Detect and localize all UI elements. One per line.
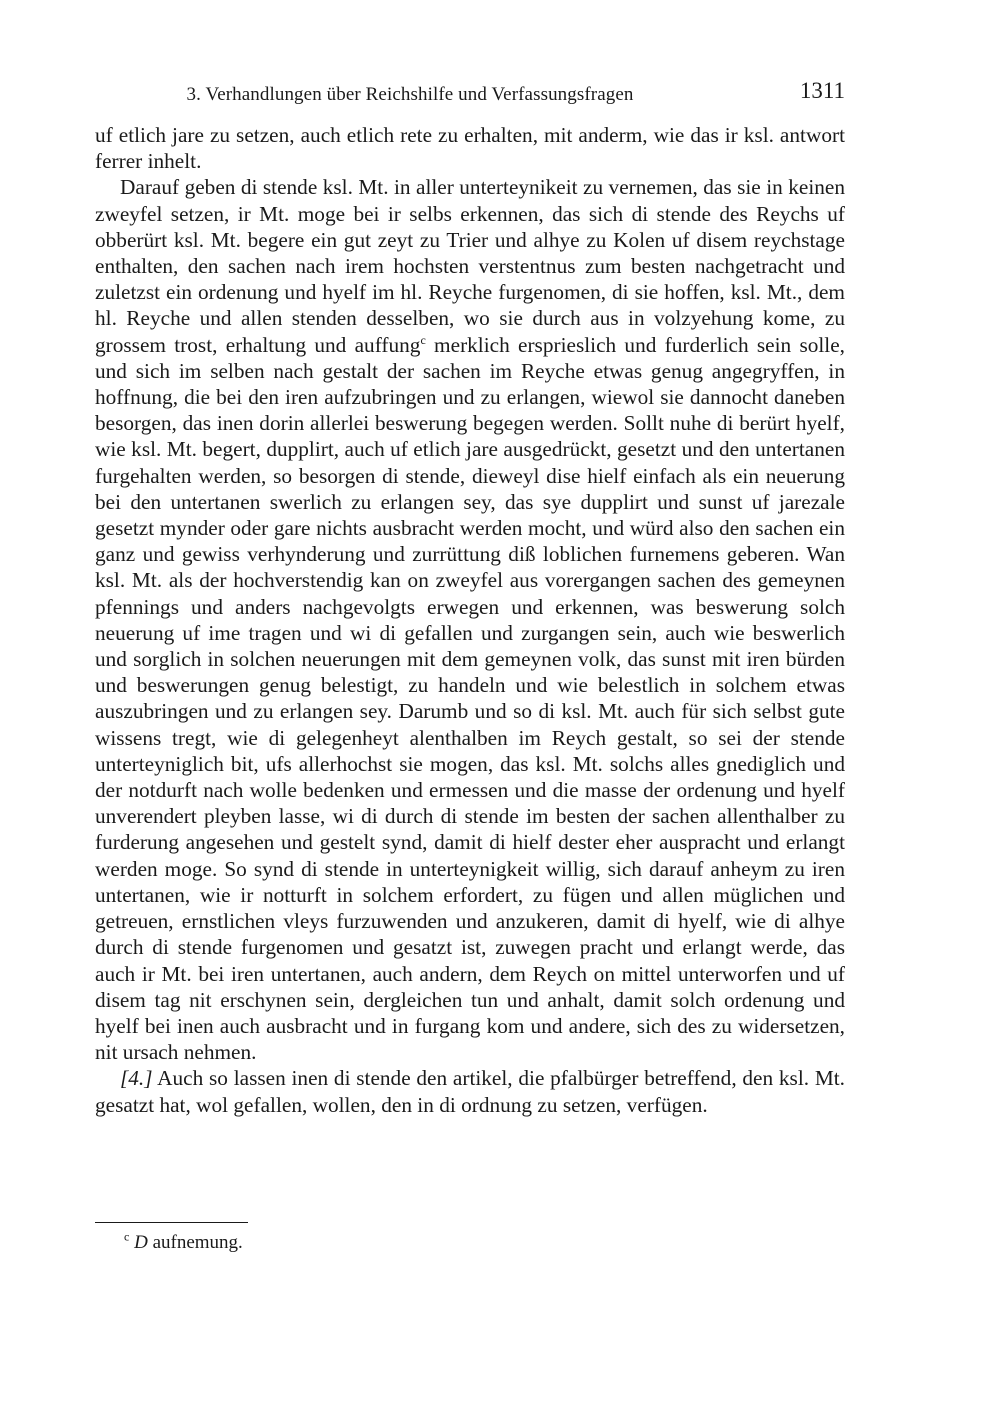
page-number: 1311 [799,78,845,103]
footnote-reference: c [420,332,426,347]
paragraph-text: Auch so lassen inen di stende den artikel, die pfalbürger betreffend, den ksl. Mt. gesatzt hat, wol gefallen, wollen, den in di ordnung zu setzen, verfügen. [95,1066,845,1117]
footnote [124,1231,243,1255]
footnote-text: aufnemung. [147,1232,243,1253]
paragraph-continuation [95,122,845,174]
footnote-siglum: D [134,1232,148,1253]
footnote-mark: c [124,1229,130,1244]
footnote-divider [95,1222,248,1223]
item-number: [4.] [120,1066,153,1091]
running-title: 3. Verhandlungen über Reichshilfe und Verfassungsfragen [186,84,634,105]
running-header [95,78,845,108]
main-text [95,122,845,1118]
paragraph-text: merklich ersprieslich und furderlich sein solle, und sich im selben nach gestalt der sachen im Reyche etwas genug angegryffen, in hoffnung, die bei den iren aufzubringen und zu erlangen, wiewol sie dannocht daneben besorgen, das inen dorin allerlei beswerung begegen werden. Sollt nuhe di berürt hyelf, wie ksl. Mt. begert, dupplirt, auch uf etlich jare ausgedrückt, gesetzt und den untertanen furgehalten werden, so besorgen di stende, dieweyl dise hielf einfach als ein neuerung bei den untertanen swerlich zu erlangen sey, das sye dupplirt und sunst uf jarezale gesetzt mynder oder gare nichts ausbracht werden mocht, und würd also den sachen ein ganz und gewiss verhynderung und zurrüttung diß loblichen furnemens geberen. Wan ksl. Mt. als der hochverstendig kan on zweyfel aus vorergangen sachen des gemeynen pfennings und anders nachgevolgts erwegen und erkennen, was beswerung solch neuerung uf ime tragen und wi di gefallen und zurgangen sein, auch wie beswerlich und sorglich in solchen neuerungen mit dem gemeynen volk, das sunst mit iren bürden und beswerungen genug belestigt, zu handeln und wie belestlich in solchem etwas auszubringen und zu erlangen sey. Darumb und so di ksl. Mt. auch für sich selbst gute wissens tregt, wie di gelegenheyt alenthalben im Reych gestalt, so sei der stende unterteyniglich bit, ufs allerhochst sie mogen, das ksl. Mt. solchs alles gnediglich und der notdurft nach wolle bedenken und ermessen und die masse der ordenung und hyelf unverendert pleyben lasse, wi di durch di stende im besten der sachen allenthalber zu furderung angesehen und gestelt synd, damit di hielf dester eher auspracht und erlangt werden moge. So synd di stende in unterteynigkeit willig, sich darauf anheym zu iren untertanen, wie ir notturft in solchem erfordert, zu fügen und allen müglichen und getreuen, ernstlichen vleys furzuwenden und anzukeren, damit di hyelf, wie di alhye durch di stende furgenomen und gesatzt ist, zuwegen pracht und erlangt werde, das auch ir Mt. bei iren untertanen, auch andern, dem Reych on mittel unterworfen und uf disem tag nit erschynen sein, dergleichen tun und anhalt, damit solch ordenung und hyelf bei inen auch ausbracht und in furgang kom und andere, sich des zu widersetzen, nit ursach nehmen. [95,332,845,1065]
paragraph [95,1065,845,1117]
paragraph-text: Darauf geben di stende ksl. Mt. in aller unterteynikeit zu vernemen, das sie in keinen zweyfel setzen, ir Mt. moge bei ir selbs erkennen, das sich di stende des Reychs uf obberürt ksl. Mt. begere ein gut zeyt zu Trier und alhye zu Kolen uf disem reychstage enthalten, den sachen nach irem hochsten verstentnus zum besten nachgetracht und zuletzst ein ordenung und hyelf im hl. Reyche furgenomen, di sie hoffen, ksl. Mt., dem hl. Reyche und allen stenden desselben, wo sie durch aus in volzyehung kome, zu grossem trost, erhaltung und auffung [95,175,845,357]
paragraph [95,174,845,1065]
paragraph-text: uf etlich jare zu setzen, auch etlich rete zu erhalten, mit anderm, wie das ir ksl. antwort ferrer inhelt. [95,123,845,174]
